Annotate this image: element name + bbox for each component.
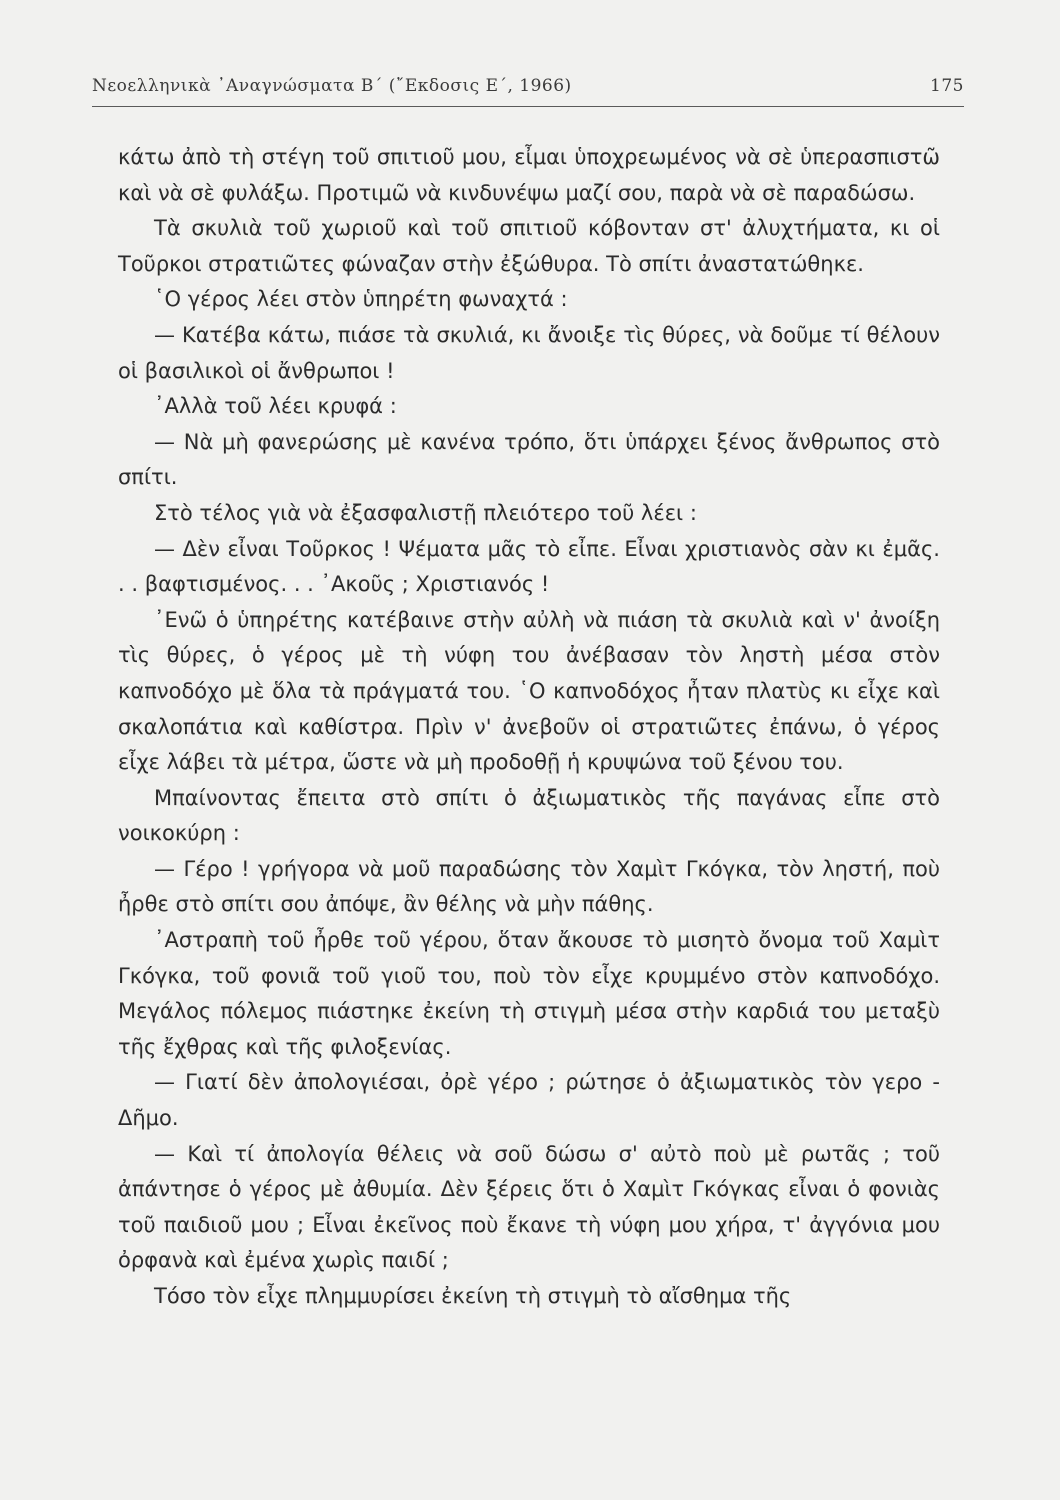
paragraph: Τόσο τὸν εἶχε πλημμυρίσει ἐκείνη τὴ στιγμὴ τὸ αἴσθημα τῆς bbox=[154, 1284, 792, 1308]
dialogue-paragraph: — Νὰ μὴ φανερώσης μὲ κανένα τρόπο, ὅτι ὑπάρχει ξένος ἄνθρωπος στὸ σπίτι. bbox=[118, 429, 940, 490]
paragraph: Μπαίνοντας ἔπειτα στὸ σπίτι ὁ ἀξιωματικὸς τῆς παγάνας εἶπε στὸ νοικοκύρη : bbox=[118, 785, 940, 846]
dialogue-paragraph: — Γιατί δὲν ἀπολογιέσαι, ὀρὲ γέρο ; ρώτησε ὁ ἀξιωματικὸς τὸν γερο - Δῆμο. bbox=[118, 1070, 940, 1131]
paragraph: ᾿Αλλὰ τοῦ λέει κρυφά : bbox=[154, 394, 397, 419]
paragraph: Στὸ τέλος γιὰ νὰ ἐξασφαλιστῇ πλειότερο τοῦ λέει : bbox=[154, 500, 697, 525]
dialogue-paragraph: — Δὲν εἶναι Τοῦρκος ! Ψέματα μᾶς τὸ εἶπε. Εἶναι χριστιανὸς σὰν κι ἐμᾶς. . . βαφτισμένος. . . ᾿Ακοῦς ; Χριστιανός ! bbox=[118, 536, 940, 597]
dialogue-paragraph: — Κατέβα κάτω, πιάσε τὰ σκυλιά, κι ἄνοιξε τὶς θύρες, νὰ δοῦμε τί θέλουν οἱ βασιλικοὶ οἱ ἄνθρωποι ! bbox=[118, 322, 940, 383]
body-text bbox=[118, 140, 940, 1315]
paragraph: ᾿Αστραπὴ τοῦ ἦρθε τοῦ γέρου, ὅταν ἄκουσε τὸ μισητὸ ὄνομα τοῦ Χαμὶτ Γκόγκα, τοῦ φονιᾶ τοῦ γιοῦ του, ποὺ τὸν εἶχε κρυμμένο στὸν καπνοδόχο. Μεγάλος πόλεμος πιάστηκε ἐκείνη τὴ στιγμὴ μέσα στὴν καρδιά του μεταξὺ τῆς ἔχθρας καὶ τῆς φιλοξενίας. bbox=[118, 928, 940, 1059]
paragraph: κάτω ἀπὸ τὴ στέγη τοῦ σπιτιοῦ μου, εἶμαι ὑποχρεωμένος νὰ σὲ ὑπερασπιστῶ καὶ νὰ σὲ φυλάξω. Προτιμῶ νὰ κινδυνέψω μαζί σου, παρὰ νὰ σὲ παραδώσω. bbox=[118, 145, 940, 205]
running-head bbox=[92, 72, 964, 106]
paragraph: Τὰ σκυλιὰ τοῦ χωριοῦ καὶ τοῦ σπιτιοῦ κόβονταν στ' ἀλυχτήματα, κι οἱ Τοῦρκοι στρατιῶτες φώναζαν στὴν ἐξώθυρα. Τὸ σπίτι ἀναστατώθηκε. bbox=[118, 216, 940, 276]
page-number: 175 bbox=[930, 76, 964, 96]
header-rule bbox=[92, 106, 964, 107]
dialogue-paragraph: — Καὶ τί ἀπολογία θέλεις νὰ σοῦ δώσω σ' αὐτὸ ποὺ μὲ ρωτᾶς ; τοῦ ἀπάντησε ὁ γέρος μὲ ἀθυμία. Δὲν ξέρεις ὅτι ὁ Χαμὶτ Γκόγκας εἶναι ὁ φονιὰς τοῦ παιδιοῦ μου ; Εἶναι ἐκεῖνος ποὺ ἔκανε τὴ νύφη μου χήρα, τ' ἀγγόνια μου ὀρφανὰ καὶ ἐμένα χωρὶς παιδί ; bbox=[118, 1141, 940, 1273]
paragraph: ᾿Ενῶ ὁ ὑπηρέτης κατέβαινε στὴν αὐλὴ νὰ πιάση τὰ σκυλιὰ καὶ ν' ἀνοίξη τὶς θύρες, ὁ γέρος μὲ τὴ νύφη του ἀνέβασαν τὸν ληστὴ μέσα στὸν καπνοδόχο μὲ ὅλα τὰ πράγματά του. ῾Ο καπνοδόχος ἦταν πλατὺς κι εἶχε καὶ σκαλοπάτια καὶ καθίστρα. Πρὶν ν' ἀνεβοῦν οἱ στρατιῶτες ἐπάνω, ὁ γέρος εἶχε λάβει τὰ μέτρα, ὥστε νὰ μὴ προδοθῇ ἡ κρυψώνα τοῦ ξένου του. bbox=[118, 607, 940, 775]
paragraph: ῾Ο γέρος λέει στὸν ὑπηρέτη φωναχτά : bbox=[154, 287, 568, 312]
running-head-title: Νεοελληνικὰ ᾿Αναγνώσματα Β΄ (῎Εκδοσις Ε΄, 1966) bbox=[92, 76, 572, 96]
dialogue-paragraph: — Γέρο ! γρήγορα νὰ μοῦ παραδώσης τὸν Χαμὶτ Γκόγκα, τὸν ληστή, ποὺ ἦρθε στὸ σπίτι σου ἀπόψε, ἂν θέλης νὰ μὴν πάθης. bbox=[118, 856, 940, 917]
